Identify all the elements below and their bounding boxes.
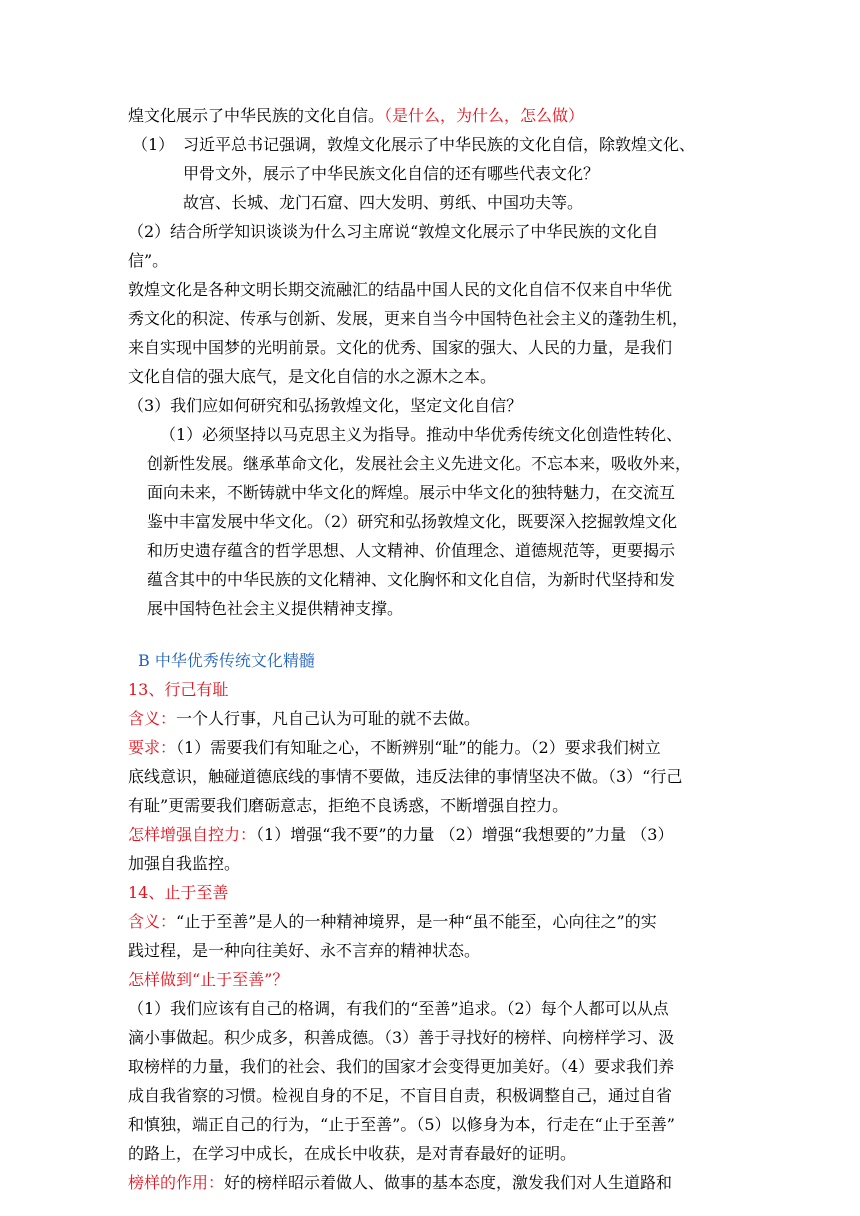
q3-answer-line (128, 420, 740, 449)
q2-line1 (128, 217, 740, 246)
q2-text-1: （2）结合所学知识谈谈为什么习主席说“敦煌文化展示了中华民族的文化自 (128, 222, 659, 241)
item14-how-title-text: 怎样做到“止于至善”？ (128, 970, 289, 989)
item14-how-line (128, 1081, 740, 1110)
item13-meaning-text: 一个人行事，凡自己认为可耻的就不去做。 (176, 709, 481, 728)
item14-role-line (128, 1168, 740, 1197)
document-body (128, 101, 740, 1197)
section-b-heading (128, 646, 740, 675)
item14-how-line (128, 1052, 740, 1081)
item14-role-label: 榜样的作用： (128, 1173, 225, 1192)
q1-answer-text: 故宫、长城、龙门石窟、四大发明、剪纸、中国功夫等。 (183, 193, 584, 212)
q3-answer-line (128, 507, 740, 536)
item14-how-text: 成自我省察的习惯。检视自身的不足，不盲目自责，积极调整自己，通过自省 (128, 1086, 673, 1105)
item14-title (128, 878, 740, 907)
q3-answer-text: 创新性发展。继承革命文化，发展社会主义先进文化。不忘本来，吸收外来， (147, 454, 692, 473)
item13-meaning-label: 含义： (128, 709, 177, 728)
q3-answer-line (128, 478, 740, 507)
item13-require-label: 要求： (128, 738, 177, 757)
q3-answer-line (128, 536, 740, 565)
section-b-title: B 中华优秀传统文化精髓 (138, 651, 315, 670)
item13-how-label: 怎样增强自控力： (128, 825, 257, 844)
q2-answer-line (128, 333, 740, 362)
item14-how-text: 的路上，在学习中成长，在成长中收获，是对青春最好的证明。 (128, 1144, 577, 1163)
item13-meaning (128, 704, 740, 733)
q3-question-text: （3）我们应如何研究和弘扬敦煌文化，坚定文化自信？ (128, 396, 523, 415)
item13-how-text: （1）增强“我不要”的力量 （2）增强“我想要的”力量 （3） (256, 825, 674, 844)
q2-answer-line (128, 275, 740, 304)
q2-answer-text: 秀文化的积淀、传承与创新、发展，更来自当今中国特色社会主义的蓬勃生机， (128, 309, 689, 328)
q3-answer-line (128, 565, 740, 594)
item14-how-text: （1）我们应该有自己的格调，有我们的“至善”追求。（2）每个人都可以从点 (128, 999, 669, 1018)
q3-answer-text: （1）必须坚持以马克思主义为指导。推动中华优秀传统文化创造性转化、 (160, 425, 683, 444)
q2-answer-line (128, 304, 740, 333)
item13-require-line (128, 762, 740, 791)
item13-title (128, 675, 740, 704)
q3-answer-text: 和历史遗存蕴含的哲学思想、人文精神、价值理念、道德规范等，更要揭示 (147, 541, 676, 560)
item14-title-text: 14、止于至善 (128, 883, 229, 902)
intro-text: 煌文化展示了中华民族的文化自信。 (128, 106, 385, 125)
q3-answer-text: 展中国特色社会主义提供精神支撑。 (147, 599, 404, 618)
q2-answer-text: 文化自信的强大底气，是文化自信的水之源木之本。 (128, 367, 497, 386)
q1-line1 (128, 130, 740, 159)
item13-how-text: 加强自我监控。 (128, 854, 241, 873)
item14-meaning-label: 含义： (128, 912, 177, 931)
item13-require-line (128, 791, 740, 820)
item14-how-title (128, 965, 740, 994)
item13-how-line (128, 849, 740, 878)
q3-question (128, 391, 740, 420)
q2-answer-text: 来自实现中国梦的光明前景。文化的优秀、国家的强大、人民的力量，是我们 (128, 338, 673, 357)
q3-answer-line (128, 449, 740, 478)
item14-meaning-text: “止于至善”是人的一种精神境界，是一种“虽不能至，心向往之”的实 (176, 912, 657, 931)
section-spacer (128, 623, 740, 646)
q2-line2 (128, 246, 740, 275)
item14-how-line (128, 1139, 740, 1168)
item13-require-text: 底线意识，触碰道德底线的事情不要做，违反法律的事情坚决不做。（3）“行己 (128, 767, 683, 786)
item14-meaning-line (128, 907, 740, 936)
item14-how-text: 取榜样的力量，我们的社会、我们的国家才会变得更加美好。（4）要求我们养 (128, 1057, 675, 1076)
item13-require-text: 有耻”更需要我们磨砺意志，拒绝不良诱惑，不断增强自控力。 (128, 796, 569, 815)
q1-text-2: 甲骨文外，展示了中华民族文化自信的还有哪些代表文化？ (183, 164, 600, 183)
q1-line2 (128, 159, 740, 188)
item14-meaning-text: 践过程，是一种向往美好、永不言弃的精神状态。 (128, 941, 481, 960)
q3-answer-text: 鉴中丰富发展中华文化。（2）研究和弘扬敦煌文化，既要深入挖掘敦煌文化 (147, 512, 678, 531)
item14-how-text: 和慎独，端正自己的行为，“止于至善”。（5）以修身为本，行走在“止于至善” (128, 1115, 675, 1134)
item14-how-line (128, 994, 740, 1023)
intro-line (128, 101, 740, 130)
intro-note: （是什么，为什么，怎么做） (384, 106, 585, 125)
q2-answer-text: 敦煌文化是各种文明长期交流融汇的结晶中国人民的文化自信不仅来自中华优 (128, 280, 673, 299)
item14-how-text: 滴小事做起。积少成多，积善成德。（3）善于寻找好的榜样、向榜样学习、汲 (128, 1028, 675, 1047)
q1-label: （1） (132, 135, 175, 154)
item14-role-text: 好的榜样昭示着做人、做事的基本态度，激发我们对人生道路和 (224, 1173, 673, 1192)
q2-answer-line (128, 362, 740, 391)
item14-how-line (128, 1110, 740, 1139)
item14-meaning-line (128, 936, 740, 965)
q3-answer-text: 蕴含其中的中华民族的文化精神、文化胸怀和文化自信，为新时代坚持和发 (147, 570, 676, 589)
item13-how-line (128, 820, 740, 849)
item13-require-text: （1）需要我们有知耻之心，不断辨别“耻”的能力。（2）要求我们树立 (176, 738, 661, 757)
item13-title-text: 13、行己有耻 (128, 680, 229, 699)
q1-text-1: 习近平总书记强调，敦煌文化展示了中华民族的文化自信，除敦煌文化、 (183, 135, 696, 154)
q2-text-2: 信”。 (128, 251, 169, 270)
item14-how-line (128, 1023, 740, 1052)
q3-answer-text: 面向未来，不断铸就中华文化的辉煌。展示中华文化的独特魅力，在交流互 (147, 483, 676, 502)
q3-answer-line (128, 594, 740, 623)
item13-require-line (128, 733, 740, 762)
q1-answer (128, 188, 740, 217)
